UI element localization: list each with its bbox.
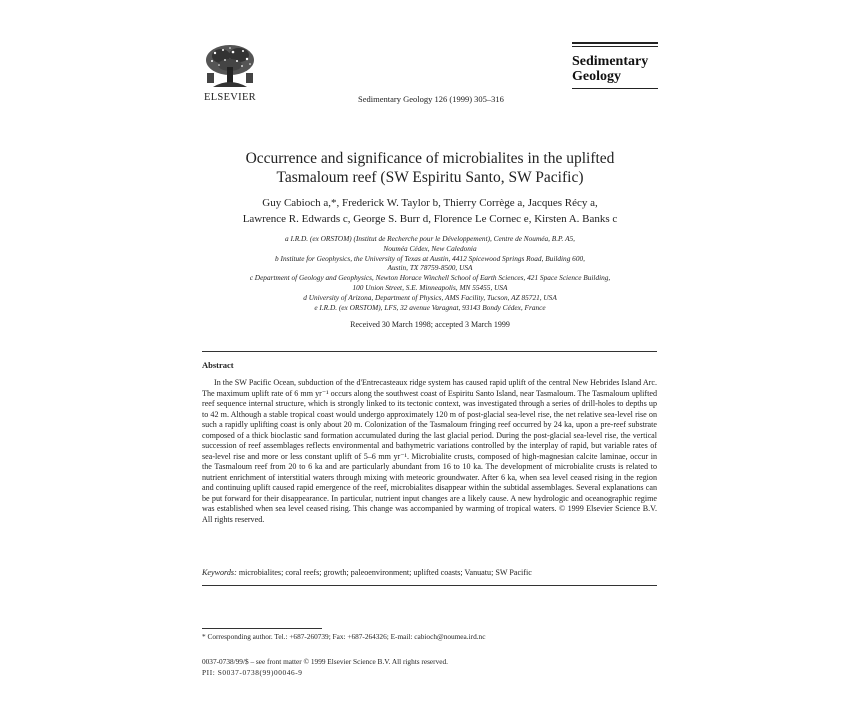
journal-name-line2: Geology bbox=[572, 69, 621, 84]
affiliation-line: d University of Arizona, Department of Physics, AMS Facility, Tucson, AZ 85721, USA bbox=[303, 292, 557, 302]
abstract-heading: Abstract bbox=[202, 360, 234, 370]
keywords-list: microbialites; coral reefs; growth; paleoenvironment; uplifted coasts; Vanuatu; SW Pacific bbox=[238, 568, 532, 577]
elsevier-tree-logo-icon bbox=[203, 43, 257, 89]
affiliation-line: e I.R.D. (ex ORSTOM), LFS, 32 avenue Varagnat, 93143 Bondy Cédex, France bbox=[314, 302, 546, 312]
affiliations bbox=[200, 234, 660, 312]
journal-citation: Sedimentary Geology 126 (1999) 305–316 bbox=[358, 94, 504, 104]
affiliation-line: 100 Union Street, S.E. Minneapolis, MN 55455, USA bbox=[352, 282, 508, 292]
footnote-rule bbox=[202, 628, 322, 629]
authors-line: Guy Cabioch a,*, Frederick W. Taylor b, Thierry Corrège a, Jacques Récy a, bbox=[262, 197, 598, 209]
affiliation-line: a I.R.D. (ex ORSTOM) (Institut de Recherche pour le Développement), Centre de Nouméa, B.P. A5, bbox=[284, 234, 576, 243]
affiliation-line: Nouméa Cédex, New Caledonia bbox=[383, 243, 477, 253]
affiliation-line: c Department of Geology and Geophysics, Newton Horace Winchell School of Earth Sciences, 421 Space Science Building, bbox=[249, 273, 611, 283]
pii-identifier: PII: S0037-0738(99)00046-9 bbox=[202, 668, 303, 677]
authors-line: Lawrence R. Edwards c, George S. Burr d, Florence Le Cornec e, Kirsten A. Banks c bbox=[242, 212, 618, 225]
affiliation-line: Austin, TX 78759-8500, USA bbox=[387, 263, 473, 273]
journal-logo bbox=[572, 42, 658, 89]
journal-logo-rule bbox=[572, 46, 658, 47]
article-title bbox=[200, 149, 660, 187]
journal-logo-rule bbox=[572, 88, 658, 89]
abstract-body: In the SW Pacific Ocean, subduction of the d'Entrecasteaux ridge system has caused rapid uplift of the central New Hebrides Island Arc. The maximum uplift rate of 6 mm yr⁻¹ occurs along the southwest coast of Espiritu Santo Island, near Tasmaloum. The Tasmaloum uplifted reef sequence internal structure, which is strongly linked to its tectonic context, was investigated through a series of drill-holes to depths up to 42 m. Although a stable tropical coast would undergo approximately 120 m of post-glacial sea-level rise, the net relative sea-level rise on such a rapidly uplifting coast is only about 20 m. Colonization of the Tasmaloum fringing reef occurred by 24 ka, upon a pre-reef substrate composed of a thick bioclastic sand formation accumulated during the last glacial period. During the post-glacial sea-level rise, the vertical succession of reef assemblages reflects environmental and bathymetric variations controlled by the interplay of rapid, but variable rates of sea-level rise and more or less constant uplift of 5–6 mm yr⁻¹. Microbialite crusts, composed of high-magnesian calcite laminae, occur in the Tasmaloum reef from 20 to 6 ka and are particularly abundant from 16 to 10 ka. The development of microbialite crusts is related to nutrient enrichment of interstitial waters through mixing with meteoric groundwater. After 6 ka, when sea level ceased rising in the region and continuing uplift caused rapid emergence of the reef, microbialites disappear within the subtidal assemblages. Several explanations can be put forward for their disappearance. In particular, nutrient input changes are a likely cause. A new hydrologic and oceanographic regime was established when sea level ceased rising. This change was accompanied by warming of tropical waters. © 1999 Elsevier Science B.V. All rights reserved. bbox=[202, 378, 657, 524]
title-line: Tasmaloum reef (SW Espiritu Santo, SW Pacific) bbox=[276, 169, 584, 186]
title-line: Occurrence and significance of microbialites in the uplifted bbox=[245, 150, 615, 167]
journal-logo-rule bbox=[572, 42, 658, 44]
keywords-label: Keywords: bbox=[202, 568, 237, 577]
affiliation-line: b Institute for Geophysics, the University of Texas at Austin, 4412 Spicewood Springs Road, Building 600, bbox=[275, 253, 585, 263]
copyright-line: 0037-0738/99/$ – see front matter © 1999 Elsevier Science B.V. All rights reserved. bbox=[202, 657, 448, 666]
keywords bbox=[202, 568, 657, 577]
divider bbox=[202, 351, 657, 352]
divider bbox=[202, 585, 657, 586]
publisher-name: ELSEVIER bbox=[204, 92, 256, 103]
author-list bbox=[200, 196, 660, 227]
received-dates: Received 30 March 1998; accepted 3 March 1999 bbox=[350, 320, 510, 329]
journal-name-line1: Sedimentary bbox=[572, 54, 649, 69]
corresponding-author-footnote: * Corresponding author. Tel.: +687-260739; Fax: +687-264326; E-mail: cabioch@noumea.ird.nc bbox=[202, 632, 486, 641]
